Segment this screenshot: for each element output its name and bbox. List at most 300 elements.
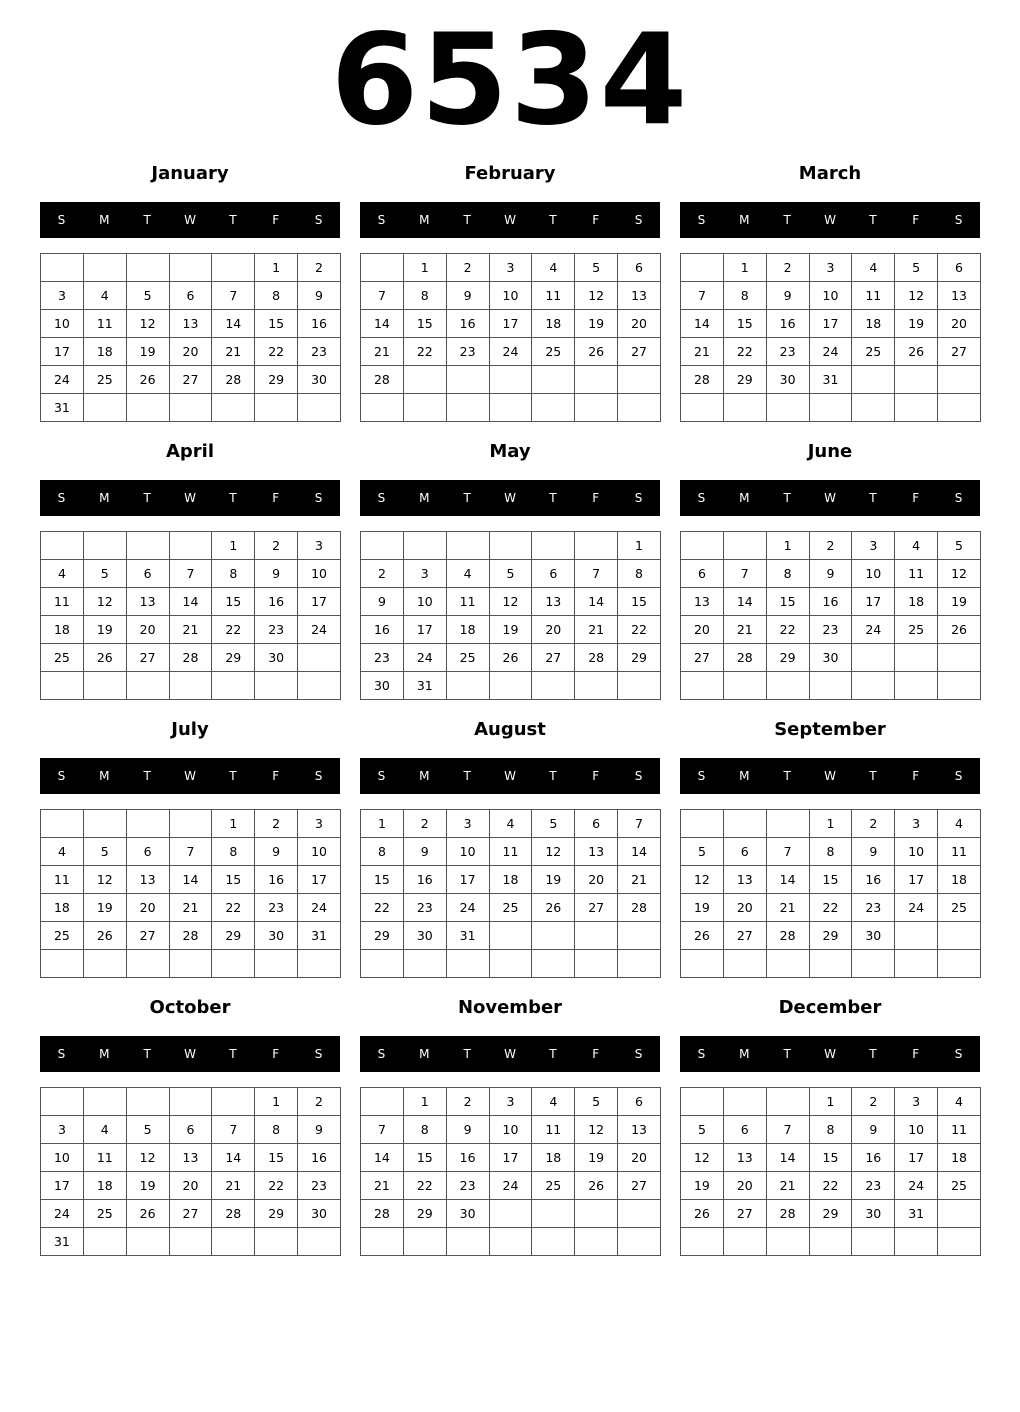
day-cell: 5 <box>126 1116 169 1144</box>
day-cell: 2 <box>446 254 489 282</box>
day-cell: 8 <box>809 838 852 866</box>
weekday-label: T <box>869 491 877 505</box>
weekday-label: T <box>143 491 151 505</box>
day-cell: 14 <box>723 588 766 616</box>
day-cell: 4 <box>446 560 489 588</box>
day-cell: 5 <box>681 838 724 866</box>
weekday-label: S <box>954 1047 963 1061</box>
day-cell: 21 <box>766 894 809 922</box>
empty-cell <box>83 394 126 422</box>
day-cell: 25 <box>83 1200 126 1228</box>
empty-cell <box>532 1200 575 1228</box>
day-cell: 17 <box>403 616 446 644</box>
week-row <box>41 838 341 866</box>
day-cell: 22 <box>212 894 255 922</box>
month-name: September <box>774 719 886 740</box>
empty-cell <box>723 532 766 560</box>
day-cell: 12 <box>489 588 532 616</box>
empty-cell <box>255 672 298 700</box>
empty-cell <box>298 644 341 672</box>
day-cell: 12 <box>938 560 981 588</box>
weekday-label: W <box>184 1047 196 1061</box>
day-cell: 4 <box>489 810 532 838</box>
empty-cell <box>681 1228 724 1256</box>
day-cell: 2 <box>298 254 341 282</box>
day-cell: 16 <box>298 310 341 338</box>
week-row <box>361 588 661 616</box>
day-cell: 10 <box>41 1144 84 1172</box>
day-cell: 7 <box>212 1116 255 1144</box>
month-name: April <box>165 441 215 462</box>
day-cell: 8 <box>723 282 766 310</box>
day-cell: 6 <box>618 254 661 282</box>
day-cell: 23 <box>361 644 404 672</box>
weekday-label: M <box>99 769 110 783</box>
day-cell: 31 <box>895 1200 938 1228</box>
day-cell: 5 <box>681 1116 724 1144</box>
weekday-label: W <box>824 1047 836 1061</box>
weekday-label: T <box>229 491 237 505</box>
day-cell: 5 <box>83 838 126 866</box>
day-cell: 14 <box>169 588 212 616</box>
day-cell: 14 <box>212 310 255 338</box>
day-cell: 4 <box>938 1088 981 1116</box>
day-cell: 30 <box>766 366 809 394</box>
weekday-label: S <box>314 1047 323 1061</box>
week-row <box>41 922 341 950</box>
week-row <box>681 310 981 338</box>
day-cell: 20 <box>169 338 212 366</box>
day-cell: 16 <box>255 866 298 894</box>
empty-cell <box>446 950 489 978</box>
day-cell: 6 <box>723 838 766 866</box>
day-cell: 28 <box>681 366 724 394</box>
day-cell: 18 <box>41 616 84 644</box>
month-name: May <box>489 441 531 462</box>
day-cell: 18 <box>532 310 575 338</box>
day-cell: 3 <box>446 810 489 838</box>
weekday-label: M <box>739 213 750 227</box>
empty-cell <box>895 672 938 700</box>
day-cell: 6 <box>938 254 981 282</box>
week-row <box>41 394 341 422</box>
day-cell: 13 <box>723 866 766 894</box>
week-row <box>681 1172 981 1200</box>
empty-cell <box>681 254 724 282</box>
day-cell: 30 <box>852 922 895 950</box>
day-cell: 6 <box>681 560 724 588</box>
day-cell: 11 <box>489 838 532 866</box>
empty-cell <box>575 1228 618 1256</box>
day-cell: 25 <box>532 338 575 366</box>
day-cell: 30 <box>852 1200 895 1228</box>
empty-cell <box>126 1228 169 1256</box>
weekday-header <box>360 202 660 238</box>
day-cell: 11 <box>41 588 84 616</box>
day-cell: 1 <box>212 810 255 838</box>
day-cell: 24 <box>41 366 84 394</box>
empty-cell <box>212 672 255 700</box>
day-cell: 14 <box>169 866 212 894</box>
empty-cell <box>532 950 575 978</box>
day-cell: 29 <box>212 922 255 950</box>
empty-cell <box>895 1228 938 1256</box>
day-cell: 11 <box>532 1116 575 1144</box>
day-cell: 26 <box>681 1200 724 1228</box>
day-cell: 8 <box>618 560 661 588</box>
day-cell: 19 <box>938 588 981 616</box>
day-cell: 15 <box>809 866 852 894</box>
weekday-label: T <box>143 213 151 227</box>
week-row <box>361 672 661 700</box>
day-cell: 24 <box>895 894 938 922</box>
empty-cell <box>895 950 938 978</box>
day-cell: 20 <box>532 616 575 644</box>
day-cell: 11 <box>446 588 489 616</box>
empty-cell <box>681 1088 724 1116</box>
month-name: July <box>171 719 209 740</box>
day-cell: 13 <box>575 838 618 866</box>
day-cell: 8 <box>361 838 404 866</box>
week-row <box>681 254 981 282</box>
empty-cell <box>403 532 446 560</box>
day-cell: 6 <box>723 1116 766 1144</box>
day-cell: 15 <box>212 866 255 894</box>
day-cell: 29 <box>618 644 661 672</box>
day-cell: 18 <box>83 1172 126 1200</box>
empty-cell <box>169 532 212 560</box>
empty-cell <box>446 1228 489 1256</box>
empty-cell <box>723 950 766 978</box>
week-row <box>361 616 661 644</box>
day-cell: 26 <box>532 894 575 922</box>
empty-cell <box>852 644 895 672</box>
day-cell: 10 <box>446 838 489 866</box>
day-cell: 27 <box>126 922 169 950</box>
day-cell: 18 <box>83 338 126 366</box>
day-cell: 24 <box>41 1200 84 1228</box>
week-row <box>681 394 981 422</box>
weekday-label: T <box>783 213 791 227</box>
day-cell: 25 <box>852 338 895 366</box>
empty-cell <box>938 950 981 978</box>
day-cell: 4 <box>938 810 981 838</box>
day-cell: 7 <box>766 1116 809 1144</box>
weekday-label: M <box>419 491 430 505</box>
day-cell: 1 <box>618 532 661 560</box>
day-cell: 31 <box>298 922 341 950</box>
weekday-label: S <box>314 491 323 505</box>
weekday-header <box>360 758 660 794</box>
empty-cell <box>489 950 532 978</box>
empty-cell <box>489 1228 532 1256</box>
day-cell: 23 <box>403 894 446 922</box>
day-cell: 24 <box>852 616 895 644</box>
day-cell: 19 <box>83 894 126 922</box>
day-cell: 14 <box>681 310 724 338</box>
day-cell: 24 <box>489 338 532 366</box>
week-row <box>361 1144 661 1172</box>
day-cell: 15 <box>255 310 298 338</box>
day-cell: 23 <box>766 338 809 366</box>
day-cell: 17 <box>489 1144 532 1172</box>
day-cell: 26 <box>681 922 724 950</box>
week-row <box>361 560 661 588</box>
day-cell: 24 <box>298 894 341 922</box>
empty-cell <box>446 672 489 700</box>
day-cell: 7 <box>169 838 212 866</box>
empty-cell <box>766 672 809 700</box>
day-cell: 7 <box>618 810 661 838</box>
day-cell: 12 <box>532 838 575 866</box>
empty-cell <box>169 810 212 838</box>
empty-cell <box>169 1088 212 1116</box>
day-cell: 8 <box>403 282 446 310</box>
day-cell: 1 <box>403 1088 446 1116</box>
day-cell: 20 <box>575 866 618 894</box>
week-row <box>41 588 341 616</box>
weekday-label: S <box>314 769 323 783</box>
day-cell: 11 <box>83 310 126 338</box>
weekday-header <box>680 1036 980 1072</box>
weekday-label: T <box>783 491 791 505</box>
week-row <box>681 922 981 950</box>
day-cell: 5 <box>126 282 169 310</box>
day-cell: 23 <box>852 894 895 922</box>
week-row <box>361 338 661 366</box>
weekday-label: M <box>99 213 110 227</box>
day-cell: 18 <box>852 310 895 338</box>
day-cell: 21 <box>361 1172 404 1200</box>
weekday-label: S <box>377 213 386 227</box>
day-cell: 4 <box>895 532 938 560</box>
day-cell: 25 <box>532 1172 575 1200</box>
day-cell: 1 <box>212 532 255 560</box>
week-row <box>41 366 341 394</box>
day-cell: 31 <box>403 672 446 700</box>
weekday-label: T <box>463 769 471 783</box>
day-cell: 29 <box>809 922 852 950</box>
day-cell: 4 <box>41 560 84 588</box>
week-row <box>41 560 341 588</box>
day-cell: 13 <box>126 866 169 894</box>
empty-cell <box>852 394 895 422</box>
week-row <box>41 1228 341 1256</box>
month-name: August <box>474 719 546 740</box>
weekday-label: S <box>634 491 643 505</box>
day-cell: 4 <box>532 1088 575 1116</box>
week-row <box>361 394 661 422</box>
day-cell: 2 <box>403 810 446 838</box>
day-cell: 16 <box>361 616 404 644</box>
empty-cell <box>681 672 724 700</box>
empty-cell <box>618 672 661 700</box>
day-cell: 30 <box>298 1200 341 1228</box>
day-cell: 16 <box>255 588 298 616</box>
day-cell: 25 <box>446 644 489 672</box>
empty-cell <box>41 254 84 282</box>
day-cell: 17 <box>852 588 895 616</box>
day-cell: 15 <box>255 1144 298 1172</box>
weekday-label: S <box>954 769 963 783</box>
day-cell: 15 <box>403 1144 446 1172</box>
day-cell: 18 <box>532 1144 575 1172</box>
empty-cell <box>83 672 126 700</box>
day-cell: 17 <box>895 1144 938 1172</box>
weekday-label: S <box>697 769 706 783</box>
day-cell: 20 <box>126 894 169 922</box>
day-cell: 8 <box>403 1116 446 1144</box>
day-cell: 29 <box>403 1200 446 1228</box>
day-cell: 1 <box>723 254 766 282</box>
day-cell: 19 <box>126 1172 169 1200</box>
day-cell: 16 <box>809 588 852 616</box>
day-cell: 9 <box>809 560 852 588</box>
day-cell: 13 <box>618 282 661 310</box>
weekday-label: M <box>739 1047 750 1061</box>
day-cell: 27 <box>169 1200 212 1228</box>
weekday-label: S <box>57 1047 66 1061</box>
empty-cell <box>361 1088 404 1116</box>
day-cell: 9 <box>852 838 895 866</box>
week-row <box>681 1088 981 1116</box>
empty-cell <box>681 532 724 560</box>
day-cell: 12 <box>681 866 724 894</box>
empty-cell <box>938 1228 981 1256</box>
empty-cell <box>938 922 981 950</box>
day-cell: 15 <box>809 1144 852 1172</box>
day-cell: 13 <box>723 1144 766 1172</box>
empty-cell <box>361 532 404 560</box>
weekday-label: W <box>184 213 196 227</box>
day-cell: 27 <box>575 894 618 922</box>
week-row <box>41 1144 341 1172</box>
weekday-label: F <box>272 491 280 505</box>
day-cell: 25 <box>938 1172 981 1200</box>
week-row <box>41 950 341 978</box>
month-name: December <box>778 997 882 1018</box>
day-cell: 20 <box>723 1172 766 1200</box>
day-cell: 19 <box>532 866 575 894</box>
empty-cell <box>126 950 169 978</box>
day-cell: 14 <box>212 1144 255 1172</box>
week-row <box>41 894 341 922</box>
weekday-header <box>360 1036 660 1072</box>
day-cell: 27 <box>618 338 661 366</box>
day-cell: 24 <box>809 338 852 366</box>
day-cell: 3 <box>41 1116 84 1144</box>
weekday-label: T <box>549 491 557 505</box>
weekday-label: S <box>954 491 963 505</box>
day-cell: 31 <box>41 394 84 422</box>
weekday-label: W <box>504 491 516 505</box>
weekday-label: S <box>57 491 66 505</box>
day-cell: 12 <box>681 1144 724 1172</box>
day-cell: 4 <box>83 1116 126 1144</box>
week-row <box>681 616 981 644</box>
day-cell: 9 <box>298 282 341 310</box>
empty-cell <box>938 366 981 394</box>
day-cell: 4 <box>83 282 126 310</box>
empty-cell <box>298 950 341 978</box>
day-cell: 2 <box>446 1088 489 1116</box>
day-cell: 10 <box>403 588 446 616</box>
week-row <box>41 282 341 310</box>
day-cell: 26 <box>895 338 938 366</box>
empty-cell <box>489 532 532 560</box>
day-cell: 15 <box>212 588 255 616</box>
day-cell: 20 <box>723 894 766 922</box>
weekday-label: W <box>184 769 196 783</box>
weekday-label: M <box>99 491 110 505</box>
day-cell: 28 <box>212 366 255 394</box>
empty-cell <box>723 1088 766 1116</box>
day-cell: 28 <box>212 1200 255 1228</box>
day-cell: 19 <box>681 1172 724 1200</box>
day-cell: 27 <box>938 338 981 366</box>
day-cell: 29 <box>723 366 766 394</box>
day-cell: 17 <box>298 588 341 616</box>
day-cell: 3 <box>298 532 341 560</box>
empty-cell <box>41 810 84 838</box>
day-cell: 7 <box>361 282 404 310</box>
day-cell: 2 <box>852 1088 895 1116</box>
week-row <box>681 532 981 560</box>
day-cell: 17 <box>895 866 938 894</box>
day-cell: 13 <box>938 282 981 310</box>
day-cell: 22 <box>403 1172 446 1200</box>
day-cell: 18 <box>895 588 938 616</box>
week-row <box>41 1172 341 1200</box>
day-cell: 22 <box>766 616 809 644</box>
empty-cell <box>361 254 404 282</box>
weekday-label: W <box>504 769 516 783</box>
empty-cell <box>298 394 341 422</box>
weekday-label: M <box>739 491 750 505</box>
day-cell: 21 <box>361 338 404 366</box>
day-cell: 27 <box>723 922 766 950</box>
weekday-label: T <box>549 769 557 783</box>
weekday-header <box>360 480 660 516</box>
empty-cell <box>852 366 895 394</box>
day-cell: 4 <box>852 254 895 282</box>
weekday-label: S <box>377 1047 386 1061</box>
day-grid <box>40 809 341 978</box>
day-cell: 9 <box>446 1116 489 1144</box>
day-cell: 26 <box>126 1200 169 1228</box>
day-cell: 27 <box>169 366 212 394</box>
week-row <box>361 950 661 978</box>
day-cell: 10 <box>298 560 341 588</box>
weekday-label: F <box>272 213 280 227</box>
day-cell: 31 <box>41 1228 84 1256</box>
empty-cell <box>298 1228 341 1256</box>
week-row <box>681 672 981 700</box>
day-cell: 28 <box>169 644 212 672</box>
empty-cell <box>41 532 84 560</box>
day-cell: 23 <box>446 338 489 366</box>
empty-cell <box>212 1228 255 1256</box>
empty-cell <box>169 394 212 422</box>
day-cell: 5 <box>83 560 126 588</box>
day-cell: 8 <box>212 560 255 588</box>
day-cell: 16 <box>852 1144 895 1172</box>
weekday-label: F <box>912 769 920 783</box>
day-cell: 22 <box>723 338 766 366</box>
empty-cell <box>83 532 126 560</box>
day-cell: 11 <box>532 282 575 310</box>
empty-cell <box>212 394 255 422</box>
